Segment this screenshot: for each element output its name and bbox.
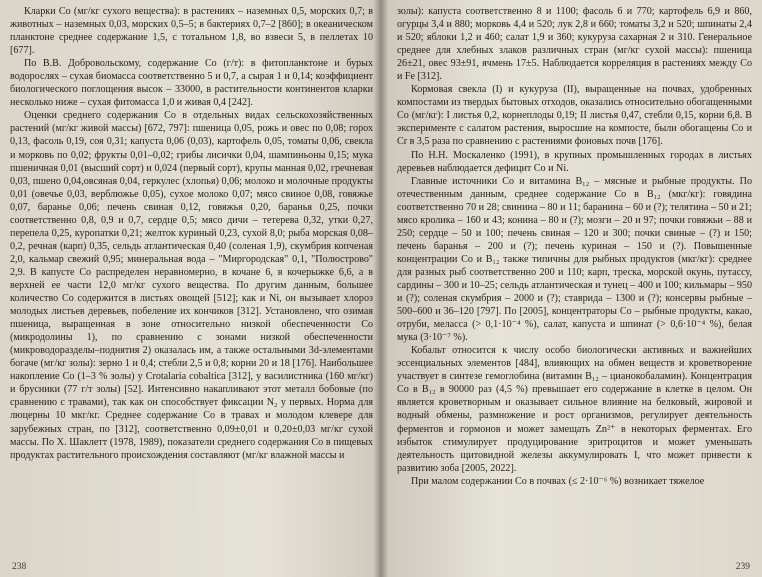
paragraph: По Н.Н. Москаленко (1991), в крупных промышленных городах в листьях деревьев наблюдается дефицит Co и Ni. [397, 149, 752, 174]
paragraph: Кобальт относится к числу особо биологически активных и важнейших эссенциальных элементов [484], влияющих на обмен веществ и кроветворение участвует в синтезе гемоглобина (витамин B₁₂ – цианокобаламин). Концентрация Co в B₁₂ в 90000 раз (4,5 %) превышает его содержание в клетке в целом. Он является кроветворным и оказывает сильное влияние на белковый, жировой и водный обмены, размножение и рост организмов, регулирует деятельность ферментов и гормонов и может замещать Zn²⁺ в некоторых ферментах. Его избыток стимулирует продуцирование эритроцитов и может уменьшать деятельность щитовидной железы аккумулировать I, что может привести к развитию зоба [2005, 2022]. [397, 345, 752, 474]
paragraph: При малом содержании Co в почвах (≤ 2·10⁻⁶ %) возникает тяжелое [411, 475, 705, 487]
paragraph: золы): капуста соответственно 8 и 1100; фасоль 6 и 770; картофель 6,9 и 860, огурцы 3,4 и 880; морковь 4,4 и 520; лук 2,8 и 660; томаты 3,2 и 520; шпинаты 2,4 и 520; яблоки 1,2 и 460; салат 1,9 и 360; кукуруза сахарная 2 и 310. Генеральное среднее для хлебных злаков различных стран (мг/кг сухой массы): пшеница 26±21, овес 93±91, ячмень 17±5. Наблюдается корреляция в растениях между Co и Fe [312]. [397, 6, 752, 83]
left-page-text [10, 5, 373, 462]
paragraph: Кларки Co (мг/кг сухого вещества): в растениях – наземных 0,5, морских 0,7; в животных – наземных 0,03, морских 0,5–5; в бактериях 0,7–2 [860]; в океаническом планктоне среднее содержание 1,5, с тотальном 1,8, во взвеси 5, в пеллетах 10 [677]. [10, 6, 373, 57]
page-number: 239 [735, 562, 750, 572]
page-number: 238 [12, 562, 27, 572]
paragraph: Главные источники Co и витамина B₁₂ – мясные и рыбные продукты. По отечественным данным, среднее содержание Co в B₁₂ (мкг/кг): говядина соответственно 70 и 28; свинина – 80 и 11; баранина – 60 и (?); телятина – 50 и 21; мясо кролика – 160 и 43; конина – 80 и (?); мозги – 20 и 97; почки говяжьи – 88 и 250; сердце – 50 и 100; печень свиная – 120 и 300; почки свиные – (?) и 150; печень баранья – 200 и (?); печень куриная – 150 и (?). Повышенные концентрации Co и B₁₂ также типичны для рыбных продуктов (мкг/кг): среднее для разных рыб соответственно 200 и 110; карп, треска, морской окунь, путассу, сардины – 300 и 10–25; сельдь атлантическая и тунец – 400 и 100; кильмары – 950 и (?); соленая скумбрия – 2000 и (?); ставрида – 1300 и (?); консервы рыбные – 500–600 и 36–120 [797]. По [2005], концентраторы Co – рыбные продукты, какао, отруби, меласса (> 0,1·10⁻⁴ %), салат, капуста и шпинат (> 0,6·10⁻⁴ %), белая мука (3·10⁻⁷ %). [397, 175, 752, 344]
right-page [381, 0, 762, 577]
paragraph: Кормовая свекла (I) и кукуруза (II), выращенные на почвах, удобренных компостами из твердых бытовых отходов, оказались относительно обогащенными Co (мг/кг): I листья 0,2, корнеплоды 0,19; II листья 0,47, стебли 0,15, корни 6,8. В эксперименте с салатом растения, выросшие на компосте, были обогащены Co и Cr в 3,5 раза по сравнению с растениями фоновых почв [176]. [397, 84, 752, 148]
paragraph: Оценки среднего содержания Co в отдельных видах сельскохозяйственных растений (мг/кг живой массы) [672, 797]: пшеница 0,05, рожь и овес по 0,08; горох 0,13, фасоль 0,19, соя 0,31; капуста 0,06 (0,03), картофель 0,05, томаты 0,06, свекла и морковь по 0,02; фрукты 0,01–0,02; грибы лисички 0,04, шампиньоны 0,15; мука пшеничная 0,01 (высший сорт) и 0,024 (первый сорт), крупы манная 0,02, гречневая 0,03, пшено 0,04,овсяная 0,04, геркулес (хлопья) 0,06; молоко и молочные продукты 0,01 (овечье 0,03, верблюжье 0,05), сухое молоко 0,07; мясо свиное 0,08, говяжье 0,07, баранье 0,06; печень свиная 0,12, говяжья 0,20, баранья 0,25, почки соответственно 0,8, 0,9 и 0,7, сердце 0,5; мясо дичи – тетерева 0,32, утки 0,27, перепела 0,25, куропатки 0,21; желток куриный 0,23, сухой 8,0; рыба морская 0,08–0,2, речная (карп) 0,35, сельдь атлантическая 0,40 (соленая 1,9), скумбрия копченая 2,0, кальмар свежий 0,95; минеральная вода – "Миргородская" 0,1, "Полюстрово" 2,9. В капусте Co распределен неравномерно, в кочане 6, в кочерыжке 6,6, а в верхней ее части 12,0 мг/кг сухого вещества. По другим данным, большее количество Co содержится в листьях овощей [512]; как и Ni, он вызывает хлороз молодых листьев деревьев, побеление их кончиков [312]. Установлено, что озимая пшеница, выращенная в зоне относительно низкой обеспеченности Co (микродолины 1), по сравнению с зонами низкой обеспеченности (микроводоразделы–поднятия 2) оказалась им, а также остальными 3d-элементами богаче (мг/кг золы): зерно 1 и 0,4; стебли 2,5 и 0,8; корни 20 и 18 [176]. Наибольшее накопление Co (1–3 % золы) у Crotalaria cobaltica [312], у василистника (160 мг/кг) и брусники (77 г/т золы) [52]. Интенсивно накапливают этот металл бобовые (по сравнению с травами), так как он способствует фиксации N₂ у первых. Норма для люцерны 10 мкг/кг. Среднее содержание Co в травах и молодом клевере для зарубежных стран, по [312], соответственно 0,09±0,01 и 0,20±0,03 мг/кг сухой массы. По Х. Шаклетт (1978, 1989), показатели среднего содержания Co в пищевых продуктах растительного происхождения составляют (мг/кг влажной массы и [10, 110, 373, 461]
right-page-text [397, 5, 752, 488]
paragraph: По В.В. Добровольскому, содержание Co (г/т): в фитопланктоне и бурых водорослях – сухая биомасса соответственно 5 и 0,7, а сырая 1 и 0,14; коэффициент биологического поглощения высок – 33000, в растительности континентов кларки несколько ниже – сухая фитомасса 1,0 и живая 0,4 [242]. [10, 58, 373, 109]
